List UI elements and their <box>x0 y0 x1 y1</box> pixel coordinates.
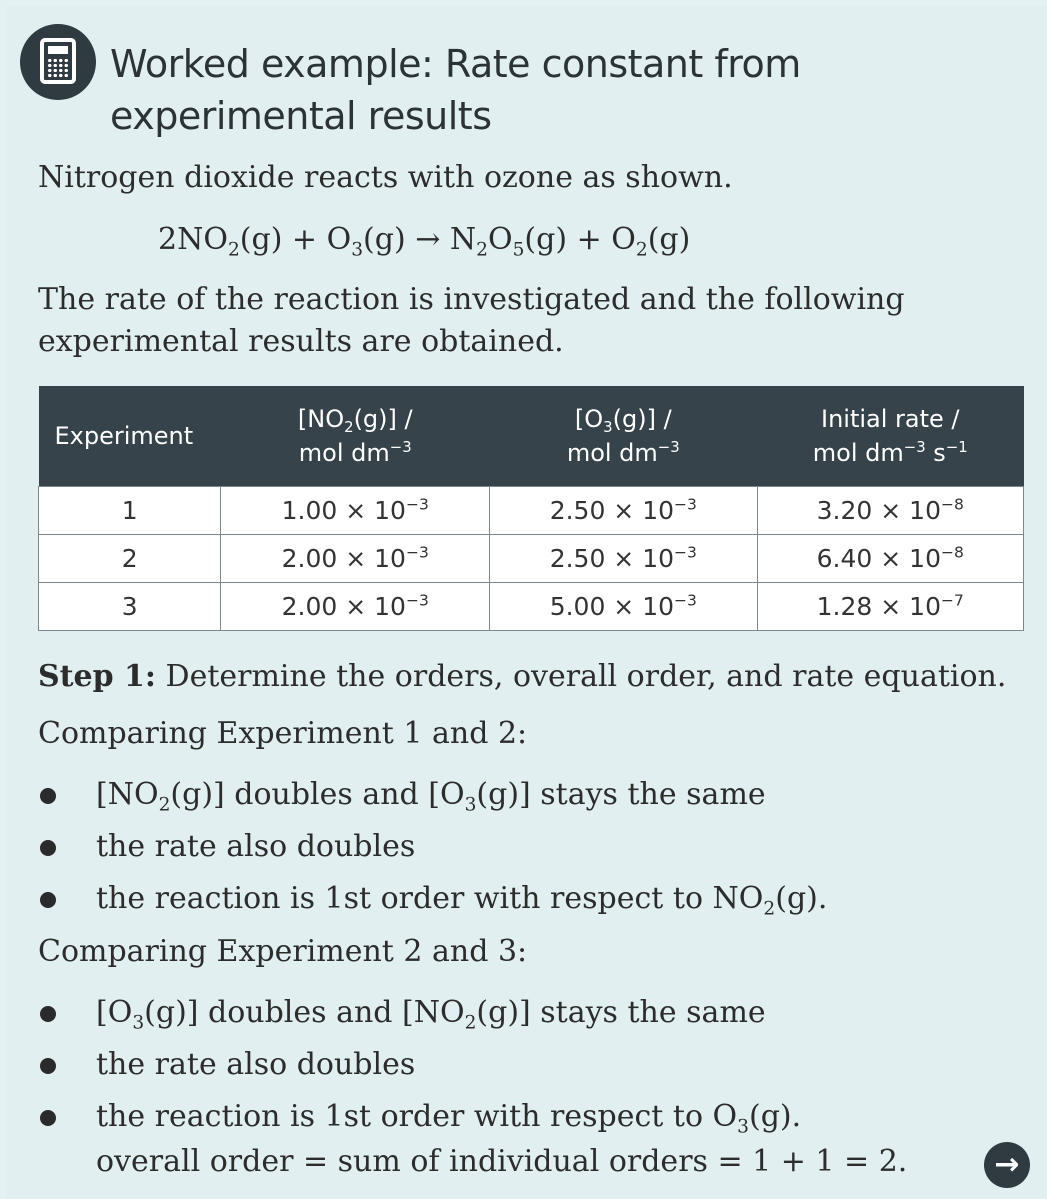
header-o3: $[O_3(g)]$ / mol $dm^{-3}$ <box>490 386 757 487</box>
table-row <box>39 487 1024 535</box>
arrow-right-icon[interactable]: → <box>984 1142 1030 1188</box>
intro-text: Nitrogen dioxide reacts with ozone as shown. <box>38 160 733 195</box>
table-header-row <box>39 386 1024 487</box>
chemical-equation: $2NO_2(g) + O_3(g) \to N_2O_5(g) + O_2(g)$ <box>158 222 691 261</box>
table-row <box>39 535 1024 583</box>
table-row <box>39 583 1024 631</box>
para2-line2: experimental results are obtained. <box>38 324 564 359</box>
calculator-icon <box>20 24 96 100</box>
cell-exp: 2 <box>39 535 221 583</box>
bullet-dot <box>40 840 56 856</box>
header-experiment: Experiment <box>39 386 221 487</box>
header-no2: $[NO_2(g)]$ / mol $dm^{-3}$ <box>221 386 490 487</box>
cell-exp: 1 <box>39 487 221 535</box>
cell-o3: $2.50 \times 10^{-3}$ <box>490 535 757 583</box>
cell-o3: $2.50 \times 10^{-3}$ <box>490 487 757 535</box>
bullet-dot <box>40 1058 56 1074</box>
para2-line1: The rate of the reaction is investigated and the following <box>38 282 905 317</box>
bullet-text: $[O_3(g)]$ doubles and $[NO_2(g)]$ stays the same <box>96 995 766 1034</box>
bullet-text: the reaction is 1st order with respect to $O_3(g)$. <box>96 1099 802 1138</box>
overall-order-text: overall order = sum of individual orders = 1 + 1 = 2. <box>96 1144 908 1179</box>
cell-rate: $6.40 \times 10^{-8}$ <box>757 535 1024 583</box>
step1-line: Step 1: Determine the orders, overall order, and rate equation. <box>38 659 1007 694</box>
cell-exp: 3 <box>39 583 221 631</box>
bullet-dot <box>40 1110 56 1126</box>
cell-rate: $1.28 \times 10^{-7}$ <box>757 583 1024 631</box>
compare-2-3: Comparing Experiment 2 and 3: <box>38 934 528 969</box>
bullet-dot <box>40 1006 56 1022</box>
cell-no2: $1.00 \times 10^{-3}$ <box>221 487 490 535</box>
cell-no2: $2.00 \times 10^{-3}$ <box>221 535 490 583</box>
bullet-text: the rate also doubles <box>96 829 416 864</box>
cell-o3: $5.00 \times 10^{-3}$ <box>490 583 757 631</box>
compare-1-2: Comparing Experiment 1 and 2: <box>38 716 528 751</box>
header-initial-rate: Initial rate / mol $dm^{-3}$ $s^{-1}$ <box>757 386 1024 487</box>
bullet-text: the reaction is 1st order with respect to $NO_2(g)$. <box>96 881 828 920</box>
bullet-text: $[NO_2(g)]$ doubles and $[O_3(g)]$ stays the same <box>96 777 766 816</box>
cell-no2: $2.00 \times 10^{-3}$ <box>221 583 490 631</box>
bullet-dot <box>40 892 56 908</box>
cell-rate: $3.20 \times 10^{-8}$ <box>757 487 1024 535</box>
bullet-dot <box>40 788 56 804</box>
bullet-text: the rate also doubles <box>96 1047 416 1082</box>
heading: Worked example: Rate constant from experimental results <box>110 42 801 138</box>
results-table <box>38 386 1024 631</box>
